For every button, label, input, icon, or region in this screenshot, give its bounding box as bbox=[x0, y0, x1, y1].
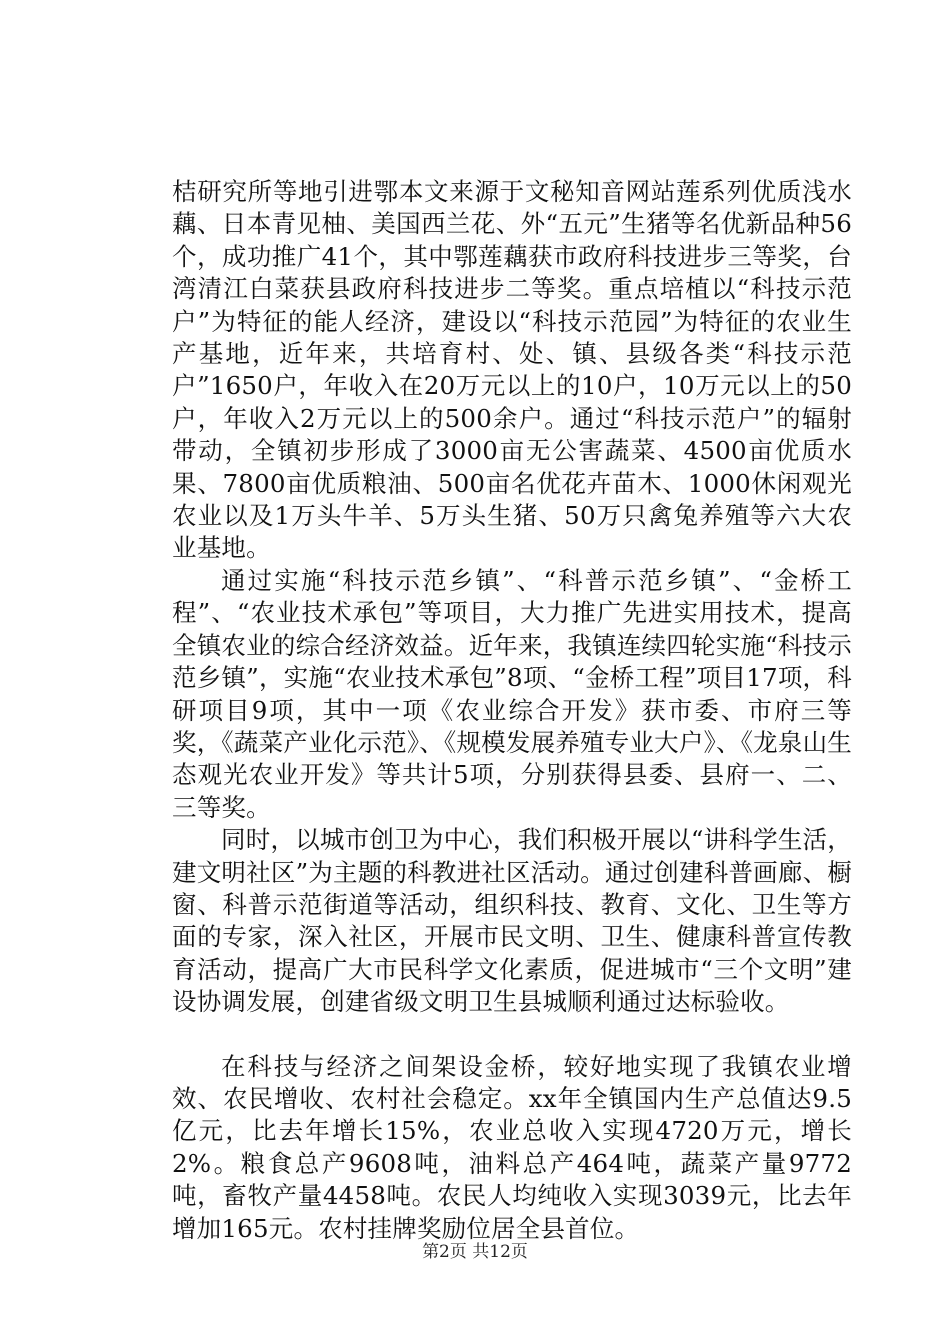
paragraph-economic-results: 在科技与经济之间架设金桥，较好地实现了我镇农业增效、农民增收、农村社会稳定。xx年全镇国内生产总值达9.5亿元，比去年增长15%，农业总收入实现4720万元，增长2%。粮食总产9608吨，油料总产464吨，蔬菜产量9772吨，畜牧产量4458吨。农民人均纯收入实现3039元，比去年增加165元。农村挂牌奖励位居全县首位。 bbox=[172, 1051, 852, 1243]
document-body bbox=[172, 176, 852, 1245]
paragraph-tech-projects: 通过实施“科技示范乡镇”、“科普示范乡镇”、“金桥工程”、“农业技术承包”等项目，大力推广先进实用技术，提高全镇农业的综合经济效益。近年来，我镇连续四轮实施“科技示范乡镇”，实施“农业技术承包”8项、“金桥工程”项目17项，科研项目9项，其中一项《农业综合开发》获市委、市府三等奖，《蔬菜产业化示范》、《规模发展养殖专业大户》、《龙泉山生态观光农业开发》等共计5项，分别获得县委、县府一、二、三等奖。 bbox=[172, 565, 852, 822]
paragraph-community-science: 同时，以城市创卫为中心，我们积极开展以“讲科学生活，建文明社区”为主题的科教进社区活动。通过创建科普画廊、橱窗、科普示范街道等活动，组织科技、教育、文化、卫生等方面的专家，深入社区，开展市民文明、卫生、健康科普宣传教育活动，提高广大市民科学文化素质，促进城市“三个文明”建设协调发展，创建省级文明卫生县城顺利通过达标验收。 bbox=[172, 825, 852, 1017]
page-footer bbox=[0, 1241, 950, 1263]
page-number-label: 第2页 共12页 bbox=[422, 1242, 528, 1262]
paragraph-spacer bbox=[172, 1019, 852, 1051]
paragraph-agri-varieties: 桔研究所等地引进鄂本文来源于文秘知音网站莲系列优质浅水藕、日本青见柚、美国西兰花、外“五元”生猪等名优新品种56个，成功推广41个，其中鄂莲藕获市政府科技进步三等奖，台湾清江白菜获县政府科技进步二等奖。重点培植以“科技示范户”为特征的能人经济，建设以“科技示范园”为特征的农业生产基地，近年来，共培育村、处、镇、县级各类“科技示范户”1650户，年收入在20万元以上的10户，10万元以上的50户，年收入2万元以上的500余户。通过“科技示范户”的辐射带动，全镇初步形成了3000亩无公害蔬菜、4500亩优质水果、7800亩优质粮油、500亩名优花卉苗木、1000休闲观光农业以及1万头牛羊、5万头生猪、50万只禽兔养殖等六大农业基地。 bbox=[172, 177, 852, 563]
